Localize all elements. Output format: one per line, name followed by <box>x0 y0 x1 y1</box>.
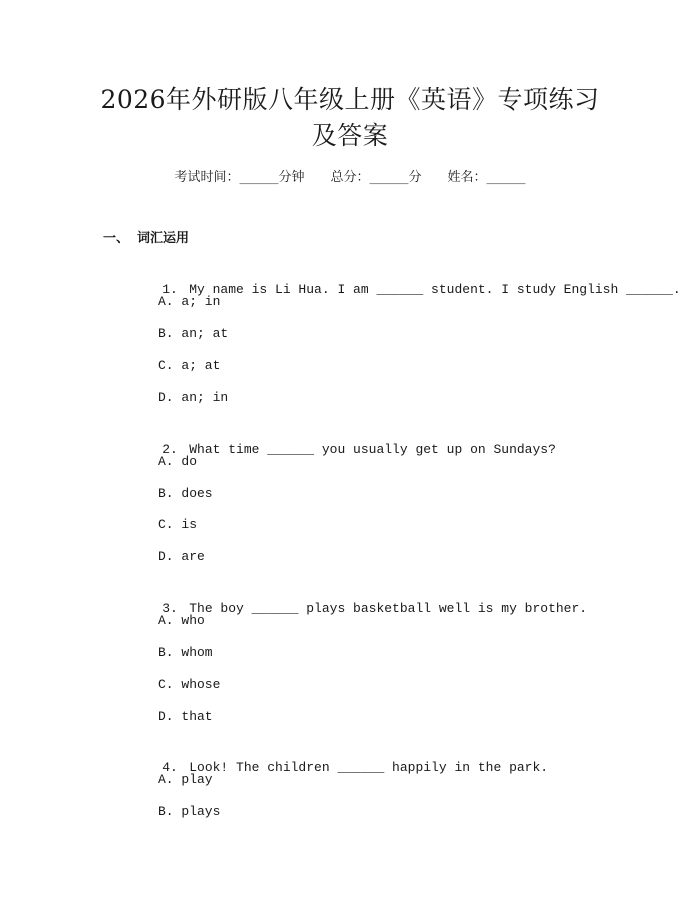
question-2-option-b: B. does <box>158 486 213 501</box>
section-number: 一、 <box>103 231 130 246</box>
question-1-option-c: C. a; at <box>158 358 221 373</box>
question-2-option-a: A. do <box>158 454 198 469</box>
question-4-option-a: A. play <box>158 772 213 787</box>
question-3-option-c: C. whose <box>158 677 221 692</box>
section-title: 词汇运用 <box>137 231 190 246</box>
question-number: 4. <box>162 760 178 775</box>
question-3-option-d: D. that <box>158 709 213 724</box>
question-text: Look! The children ______ happily in the park. <box>189 760 549 775</box>
question-3-option-a: A. who <box>158 613 205 628</box>
section-heading <box>103 229 189 249</box>
question-2-option-c: C. is <box>158 517 198 532</box>
document-title-line-2: 及答案 <box>311 121 389 150</box>
question-text: The boy ______ plays basketball well is my brother. <box>189 601 588 616</box>
question-4-option-b: B. plays <box>158 804 221 819</box>
question-1-option-a: A. a; in <box>158 294 221 309</box>
question-3-option-b: B. whom <box>158 645 213 660</box>
question-number: 3. <box>162 601 178 616</box>
question-number: 1. <box>162 282 178 297</box>
question-number: 2. <box>162 442 178 457</box>
question-text: My name is Li Hua. I am ______ student. I study English ______. <box>189 282 681 297</box>
document-title-line-1: 2026年外研版八年级上册《英语》专项练习 <box>100 85 600 114</box>
question-2-option-d: D. are <box>158 549 205 564</box>
exam-info-line: 考试时间：______分钟 总分：______分 姓名：______ <box>174 170 526 185</box>
question-text: What time ______ you usually get up on Sundays? <box>189 442 556 457</box>
question-1-option-d: D. an; in <box>158 390 229 405</box>
question-1-option-b: B. an; at <box>158 326 229 341</box>
